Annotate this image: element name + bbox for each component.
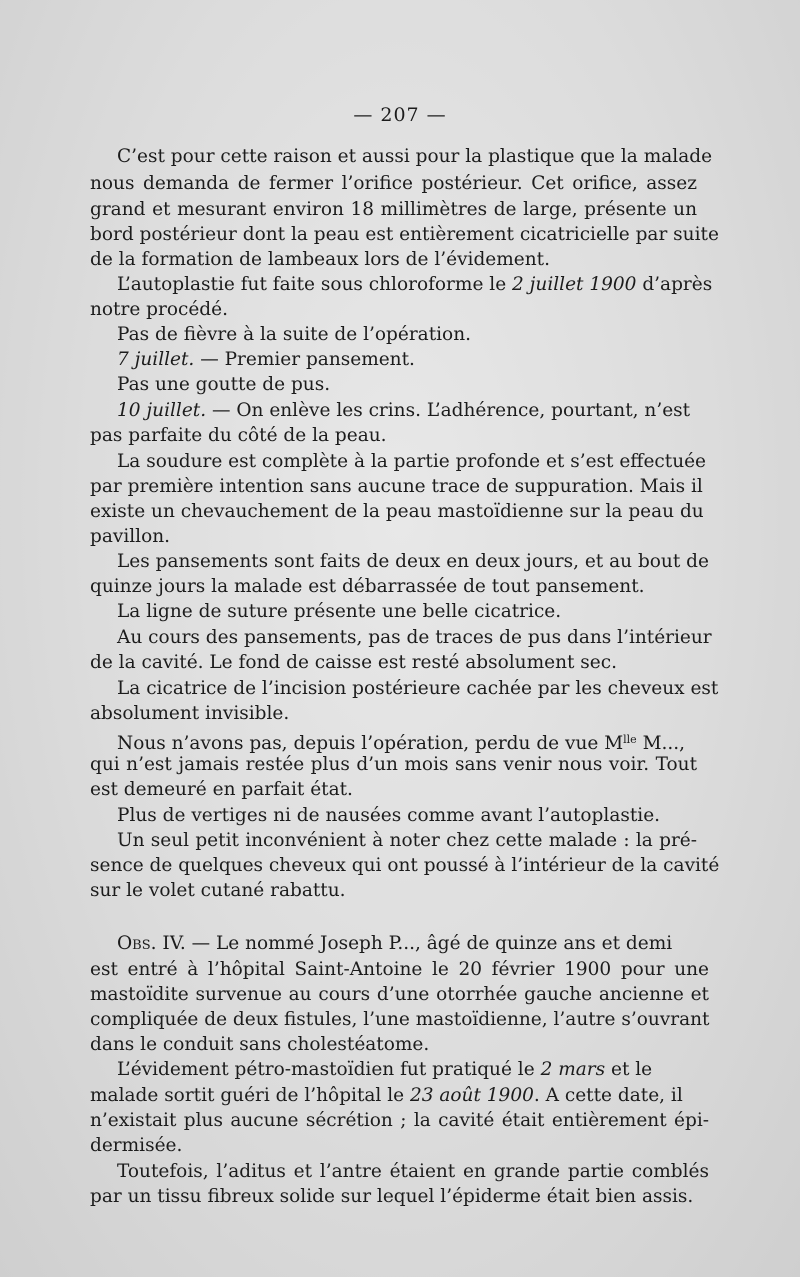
text-line: qui n’est jamais restée plus d’un mois sans venir nous voir. Tout xyxy=(90,754,697,775)
text-segment: d’après xyxy=(636,274,713,295)
text-line: de la formation de lambeaux lors de l’évidement. xyxy=(90,249,550,270)
date-text: 2 mars xyxy=(540,1059,606,1080)
text-line: La ligne de suture présente une belle cicatrice. xyxy=(117,601,562,622)
date-text: 2 juillet 1900 xyxy=(512,274,637,295)
text-line: par première intention sans aucune trace de suppuration. Mais il xyxy=(90,476,703,497)
text-segment: L’autoplastie fut faite sous chloroforme le xyxy=(117,274,513,295)
text-line: est entré à l’hôpital Saint-Antoine le 20 février 1900 pour une xyxy=(90,959,709,980)
text-segment: M..., xyxy=(636,733,686,754)
text-line xyxy=(90,1084,709,1108)
text-line: pavillon. xyxy=(90,526,171,547)
text-line: Au cours des pansements, pas de traces de pus dans l’intérieur xyxy=(117,627,712,648)
text-line: Plus de vertiges ni de nausées comme avant l’autoplastie. xyxy=(117,805,661,826)
text-line: absolument invisible. xyxy=(90,703,290,724)
text-line xyxy=(117,1058,709,1082)
text-line: Toutefois, l’aditus et l’antre étaient en grande partie comblés xyxy=(117,1161,709,1182)
text-segment: Nous n’avons pas, depuis l’opération, perdu de vue M xyxy=(117,733,624,754)
text-line xyxy=(117,273,713,297)
text-line: nous demanda de fermer l’orifice postérieur. Cet orifice, assez xyxy=(90,173,697,194)
superscript-text: lle xyxy=(623,733,637,746)
text-line xyxy=(117,728,697,756)
text-line: compliquée de deux fistules, l’une mastoïdienne, l’autre s’ouvrant xyxy=(90,1009,710,1030)
text-line: Un seul petit inconvénient à noter chez cette malade : la pré- xyxy=(117,830,697,851)
text-segment: — Le nommé Joseph P..., âgé de quinze ans et demi xyxy=(185,933,673,954)
text-line xyxy=(117,348,415,372)
date-text: 10 juillet. xyxy=(117,400,207,421)
text-line: notre procédé. xyxy=(90,299,228,320)
text-line: sur le volet cutané rabattu. xyxy=(90,880,346,901)
text-line: par un tissu fibreux solide sur lequel l’épiderme était bien assis. xyxy=(90,1186,694,1207)
text-line: pas parfaite du côté de la peau. xyxy=(90,425,387,446)
text-line: grand et mesurant environ 18 millimètres de large, présente un xyxy=(90,199,697,220)
text-line: sence de quelques cheveux qui ont poussé à l’intérieur de la cavité xyxy=(90,855,720,876)
page-number: — 207 — xyxy=(353,104,447,126)
text-line xyxy=(117,399,697,423)
text-line: Les pansements sont faits de deux en deux jours, et au bout de xyxy=(117,551,709,572)
text-line: La cicatrice de l’incision postérieure cachée par les cheveux est xyxy=(117,678,719,699)
date-text: 7 juillet. xyxy=(117,349,195,370)
text-segment: et le xyxy=(605,1059,653,1080)
text-line: C’est pour cette raison et aussi pour la plastique que la malade xyxy=(117,146,713,167)
text-line: dermisée. xyxy=(90,1135,183,1156)
text-line: n’existait plus aucune sécrétion ; la cavité était entièrement épi- xyxy=(90,1110,709,1131)
text-segment: L’évidement pétro-mastoïdien fut pratiqué le xyxy=(117,1059,541,1080)
text-line: La soudure est complète à la partie profonde et s’est effectuée xyxy=(117,451,707,472)
text-segment: malade sortit guéri de l’hôpital le xyxy=(90,1085,410,1106)
text-line: existe un chevauchement de la peau mastoïdienne sur la peau du xyxy=(90,501,704,522)
text-line xyxy=(117,932,709,956)
text-line: quinze jours la malade est débarrassée de tout pansement. xyxy=(90,576,645,597)
text-segment: . A cette date, il xyxy=(533,1085,683,1106)
text-line: de la cavité. Le fond de caisse est resté absolument sec. xyxy=(90,652,617,673)
text-line: mastoïdite survenue au cours d’une otorrhée gauche ancienne et xyxy=(90,984,709,1005)
text-line: est demeuré en parfait état. xyxy=(90,779,353,800)
text-segment: — On enlève les crins. L’adhérence, pourtant, n’est xyxy=(206,400,691,421)
date-text: 23 août 1900 xyxy=(409,1085,534,1106)
text-line: Pas une goutte de pus. xyxy=(117,374,331,395)
text-line: Pas de fièvre à la suite de l’opération. xyxy=(117,324,471,345)
text-line: dans le conduit sans cholestéatome. xyxy=(90,1034,430,1055)
text-line: bord postérieur dont la peau est entièrement cicatricielle par suite xyxy=(90,224,719,245)
text-segment: — Premier pansement. xyxy=(194,349,415,370)
observation-heading: Obs. IV. xyxy=(117,933,186,954)
